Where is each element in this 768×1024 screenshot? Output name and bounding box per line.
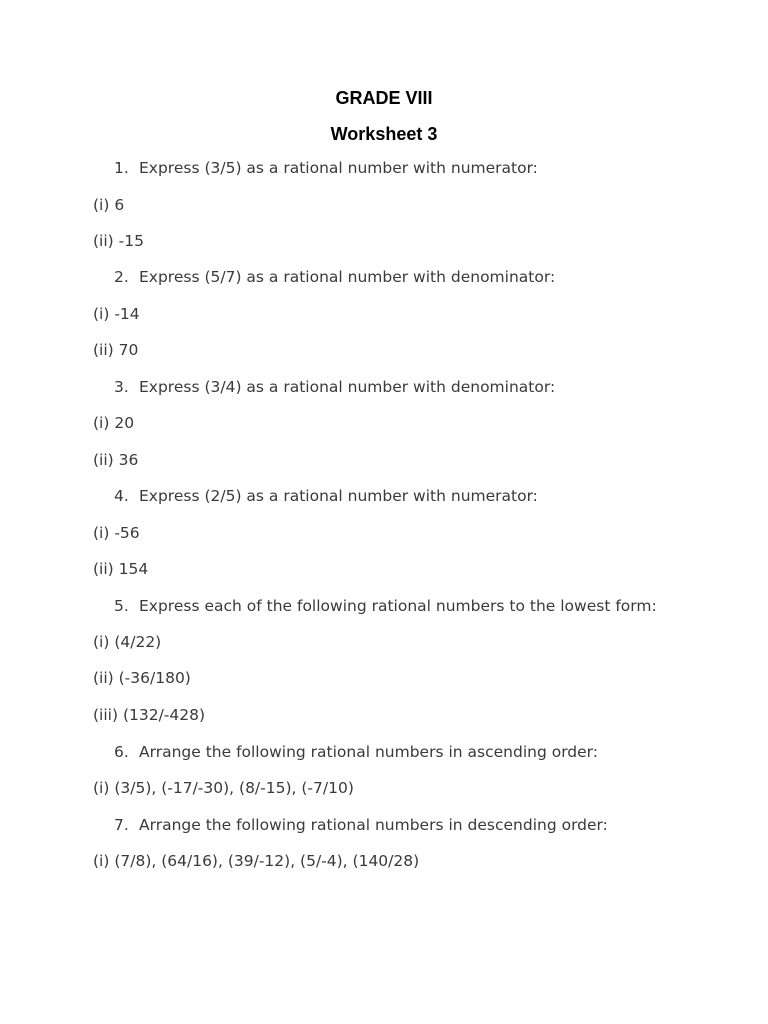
question-text: Express each of the following rational numbers to the lowest form: [139,597,657,615]
question-7 [114,816,608,834]
answer-part: (i) 20 [93,414,135,432]
answer-part: (i) 6 [93,196,125,214]
question-number: 7. [114,816,129,834]
answer-part: (i) (4/22) [93,633,162,651]
question-number: 1. [114,159,129,177]
question-text: Express (5/7) as a rational number with denominator: [139,268,556,286]
question-text: Express (2/5) as a rational number with numerator: [139,487,538,505]
question-text: Arrange the following rational numbers in descending order: [139,816,608,834]
question-text: Express (3/5) as a rational number with numerator: [139,159,538,177]
answer-part: (ii) -15 [93,232,144,250]
question-4 [114,487,538,505]
answer-part: (iii) (132/-428) [93,706,206,724]
question-number: 2. [114,268,129,286]
worksheet-title: Worksheet 3 [330,124,438,144]
answer-part: (ii) (-36/180) [93,669,191,687]
answer-part: (ii) 36 [93,451,139,469]
answer-part: (ii) 154 [93,560,149,578]
question-text: Express (3/4) as a rational number with denominator: [139,378,556,396]
answer-part: (i) -14 [93,305,140,323]
question-text: Arrange the following rational numbers in ascending order: [139,743,598,761]
answer-part: (ii) 70 [93,341,139,359]
question-number: 6. [114,743,129,761]
question-6 [114,743,598,761]
answer-part: (i) -56 [93,524,140,542]
answer-part: (i) (7/8), (64/16), (39/-12), (5/-4), (140/28) [93,852,420,870]
question-number: 3. [114,378,129,396]
question-2 [114,268,555,286]
question-5 [114,597,657,615]
question-1 [114,159,538,177]
question-number: 4. [114,487,129,505]
answer-part: (i) (3/5), (-17/-30), (8/-15), (-7/10) [93,779,354,797]
question-3 [114,378,555,396]
grade-heading: GRADE VIII [335,88,433,108]
question-number: 5. [114,597,129,615]
